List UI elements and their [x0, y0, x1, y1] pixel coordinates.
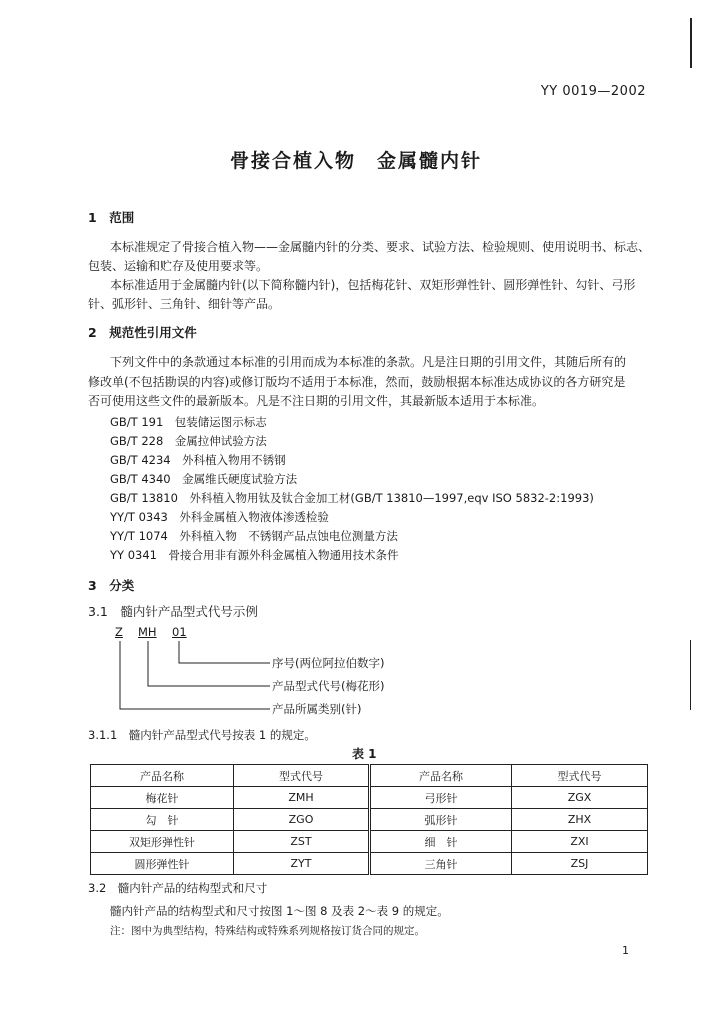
reference-item: GB/T 4234 外科植入物用不锈钢	[110, 453, 286, 467]
paragraph-text: 否可使用这些文件的最新版本。凡是不注日期的引用文件，其最新版本适用于本标准。	[88, 394, 545, 408]
standard-code: YY 0019—2002	[540, 84, 646, 99]
table-row	[91, 831, 648, 853]
page-number: 1	[622, 944, 629, 957]
table-cell: 圆形弹性针	[91, 853, 234, 875]
reference-item: YY/T 1074 外科植入物 不锈钢产品点蚀电位测量方法	[110, 529, 398, 543]
paragraph-text: 针、弧形针、三角针、细针等产品。	[88, 297, 281, 311]
table-cell: 双矩形弹性针	[91, 831, 234, 853]
code-part-01: 01	[172, 625, 187, 639]
section-3-heading: 3 分类	[88, 578, 135, 593]
table-1	[90, 764, 648, 875]
section-3-1-heading: 3.1 髓内针产品型式代号示例	[88, 604, 258, 619]
table-cell: 弓形针	[370, 787, 512, 809]
table-cell: 梅花针	[91, 787, 234, 809]
code-part-z: Z	[115, 625, 123, 639]
section-3-2-heading: 3.2 髓内针产品的结构型式和尺寸	[88, 881, 268, 895]
paragraph-text: 髓内针产品的结构型式和尺寸按图 1～图 8 及表 2～表 9 的规定。	[110, 904, 449, 918]
paragraph-text: 本标准规定了骨接合植入物——金属髓内针的分类、要求、试验方法、检验规则、使用说明书、标志、	[110, 240, 651, 254]
table-cell: ZXI	[512, 831, 648, 853]
table-row	[91, 853, 648, 875]
leader-line-seq	[179, 641, 270, 663]
paragraph-text: 包装、运输和贮存及使用要求等。	[88, 259, 269, 273]
table-row	[91, 787, 648, 809]
table-cell: ZST	[234, 831, 370, 853]
table-cell: ZMH	[234, 787, 370, 809]
table-cell: 三角针	[370, 853, 512, 875]
code-part-mh: MH	[138, 625, 157, 639]
table-cell: ZGX	[512, 787, 648, 809]
table-1-caption: 表 1	[352, 747, 377, 761]
table-cell: 细 针	[370, 831, 512, 853]
table-header-cell: 产品名称	[91, 765, 234, 787]
table-header-cell: 型式代号	[512, 765, 648, 787]
reference-item: GB/T 13810 外科植入物用钛及钛合金加工材(GB/T 13810—1997,eqv ISO 5832-2:1993)	[110, 491, 594, 505]
note-text: 注：图中为典型结构，特殊结构或特殊系列规格按订货合同的规定。	[110, 925, 425, 937]
section-3-1-1-text: 3.1.1 髓内针产品型式代号按表 1 的规定。	[88, 728, 316, 742]
table-cell: ZGO	[234, 809, 370, 831]
paragraph-text: 修改单(不包括勘误的内容)或修订版均不适用于本标准，然而，鼓励根据本标准达成协议的各方研究是	[88, 375, 626, 389]
table-cell: ZSJ	[512, 853, 648, 875]
table-header-row	[91, 765, 648, 787]
reference-item: YY/T 0343 外科金属植入物液体渗透检验	[110, 510, 329, 524]
label-seq: 序号(两位阿拉伯数字)	[272, 656, 385, 670]
reference-item: YY 0341 骨接合用非有源外科金属植入物通用技术条件	[110, 548, 399, 562]
paragraph-text: 下列文件中的条款通过本标准的引用而成为本标准的条款。凡是注日期的引用文件，其随后所有的	[110, 355, 627, 369]
table-header-cell: 型式代号	[234, 765, 370, 787]
table-cell: ZYT	[234, 853, 370, 875]
section-2-heading: 2 规范性引用文件	[88, 325, 197, 340]
page-title: 骨接合植入物 金属髓内针	[229, 150, 482, 172]
label-type: 产品型式代号(梅花形)	[272, 679, 385, 693]
table-cell: 勾 针	[91, 809, 234, 831]
section-1-heading: 1 范围	[88, 210, 135, 225]
reference-item: GB/T 228 金属拉伸试验方法	[110, 434, 267, 448]
leader-line-category	[120, 641, 270, 709]
table-row	[91, 809, 648, 831]
reference-item: GB/T 191 包装储运图示标志	[110, 415, 267, 429]
reference-item: GB/T 4340 金属维氏硬度试验方法	[110, 472, 298, 486]
table-header-cell: 产品名称	[370, 765, 512, 787]
label-category: 产品所属类别(针)	[272, 702, 362, 716]
paragraph-text: 本标准适用于金属髓内针(以下简称髓内针)，包括梅花针、双矩形弹性针、圆形弹性针、勾针、弓形	[110, 278, 636, 292]
table-cell: ZHX	[512, 809, 648, 831]
table-cell: 弧形针	[370, 809, 512, 831]
